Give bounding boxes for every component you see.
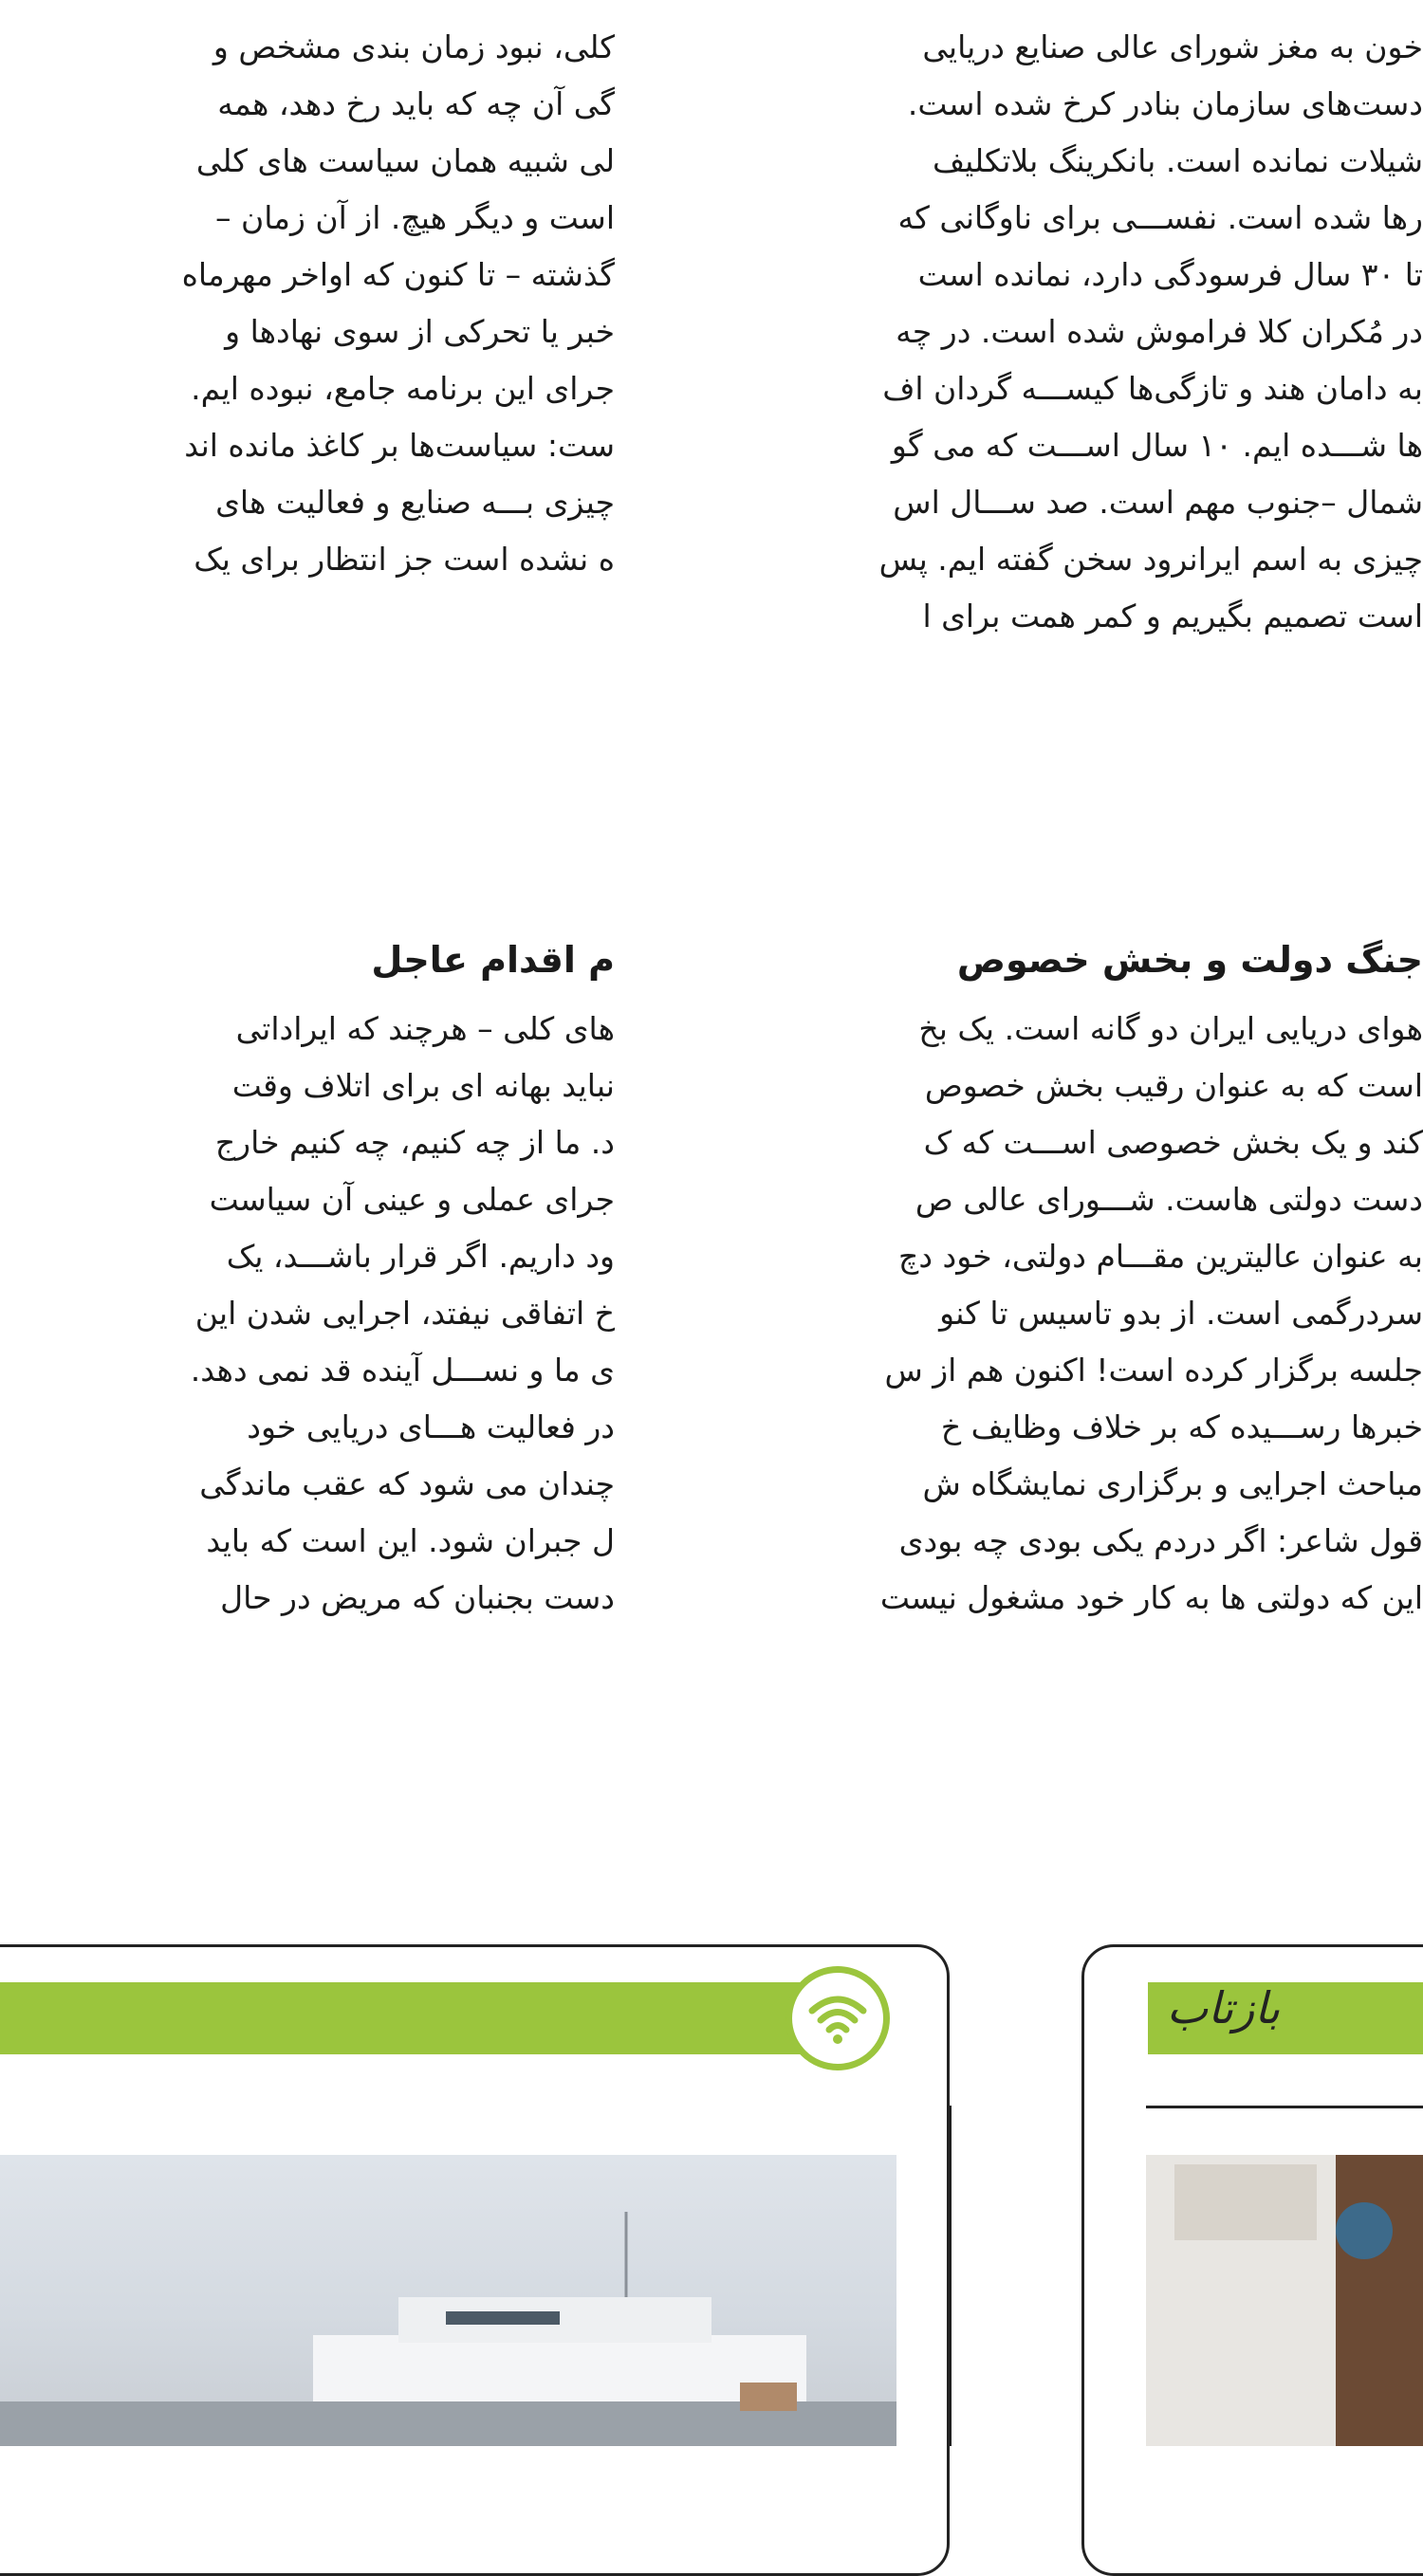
text-line: خ اتفاقی نیفتد، اجرایی شدن این <box>194 1295 615 1332</box>
wifi-icon <box>808 1992 867 2045</box>
text-line: ست: سیاست‌ها بر کاغذ مانده اند <box>184 427 615 464</box>
text-line: در مُکران کلا فراموش شده است. در چه <box>896 313 1423 350</box>
divider-horizontal <box>1146 2106 1423 2108</box>
text-line: مباحث اجرایی و برگزاری نمایشگاه ش <box>922 1465 1423 1502</box>
text-line: د. ما از چه کنیم، چه کنیم خارج <box>214 1124 615 1161</box>
text-line: هوای دریایی ایران دو گانه است. یک بخ <box>918 1010 1423 1047</box>
text-line: چیزی بـــه صنایع و فعالیت های <box>215 484 615 521</box>
text-line: جرای عملی و عینی آن سیاست <box>209 1181 615 1218</box>
text-line: قول شاعر: اگر دردم یکی بودی چه بودی <box>898 1522 1423 1559</box>
divider-vertical <box>949 2106 952 2446</box>
text-line: در فعالیت هـــای دریایی خود <box>247 1408 615 1445</box>
accent-bar-right <box>0 1982 854 2054</box>
text-line: جلسه برگزار کرده است! اکنون هم از س <box>884 1352 1423 1389</box>
text-line: خبرها رســـیده که بر خلاف وظایف خ <box>940 1408 1423 1445</box>
text-line: گی آن چه که باید رخ دهد، همه <box>217 85 615 122</box>
text-line: ود داریم. اگر قرار باشـــد، یک <box>226 1238 615 1275</box>
text-line: چندان می شود که عقب ماندگی <box>199 1465 615 1502</box>
text-line: شیلات نمانده است. بانکرینگ بلاتکلیف <box>932 142 1423 179</box>
text-line: خون به مغز شورای عالی صنایع دریایی <box>922 28 1423 65</box>
text-line: سردرگمی است. از بدو تاسیس تا کنو <box>939 1295 1423 1332</box>
text-line: دست بجنبان که مریض در حال <box>220 1579 615 1616</box>
section-heading-right: جنگ دولت و بخش خصوص <box>956 939 1423 981</box>
text-line: لی شبیه همان سیاست های کلی <box>195 142 615 179</box>
text-line: رها شده است. نفســـی برای ناوگانی که <box>897 199 1423 236</box>
article-column-right-top <box>759 19 1423 863</box>
photo-harbor <box>0 2155 896 2446</box>
text-line: است تصمیم بگیریم و کمر همت برای ا <box>922 598 1423 635</box>
text-line: کلی، نبود زمان بندی مشخص و <box>213 28 615 65</box>
text-line: به عنوان عالیترین مقـــام دولتی، خود دچ <box>898 1238 1423 1275</box>
text-line: دست‌های سازمان بنادر کرخ شده است. <box>907 85 1423 122</box>
text-line: ی ما و نســـل آینده قد نمی دهد. <box>190 1352 615 1389</box>
text-line: نباید بهانه ای برای اتلاف وقت <box>231 1067 615 1104</box>
text-line: چیزی به اسم ایرانرود سخن گفته ایم. پس <box>878 541 1423 578</box>
text-line: کند و یک بخش خصوصی اســـت که ک <box>923 1124 1423 1161</box>
section-column-right <box>759 1001 1423 1655</box>
photo-interior <box>1146 2155 1423 2446</box>
text-line: ه نشده است جز انتظار برای یک <box>194 541 615 578</box>
section-column-left <box>0 1001 615 1655</box>
badge-bazztab: بازتاب <box>1167 1982 1281 2033</box>
text-line: دست دولتی هاست. شـــورای عالی ص <box>915 1181 1423 1218</box>
section-heading-left: م اقدام عاجل <box>371 939 615 981</box>
text-line: شمال –جنوب مهم است. صد ســـال اس <box>893 484 1423 521</box>
photo-icon <box>0 2155 896 2446</box>
text-line: ها شـــده ایم. ۱۰ سال اســـت که می گو <box>891 427 1423 464</box>
text-line: است و دیگر هیچ. از آن زمان – <box>215 199 615 236</box>
text-line: به دامان هند و تازگی‌ها کیســـه گردان اف <box>882 370 1423 407</box>
wifi-badge <box>785 1966 890 2070</box>
text-line: جرای این برنامه جامع، نبوده ایم. <box>191 370 615 407</box>
text-line: است که به عنوان رقیب بخش خصوص <box>924 1067 1423 1104</box>
text-line: تا ۳۰ سال فرسودگی دارد، نمانده است <box>917 256 1423 293</box>
text-line: این که دولتی ها به کار خود مشغول نیست <box>879 1579 1423 1616</box>
text-line: گذشته – تا کنون که اواخر مهرماه <box>181 256 615 293</box>
article-column-left-top <box>0 19 615 806</box>
text-line: ل جبران شود. این است که باید <box>206 1522 615 1559</box>
text-line: های کلی – هرچند که ایراداتی <box>235 1010 615 1047</box>
photo-icon <box>1146 2155 1423 2446</box>
text-line: خبر یا تحرکی از سوی نهادها و <box>225 313 615 350</box>
